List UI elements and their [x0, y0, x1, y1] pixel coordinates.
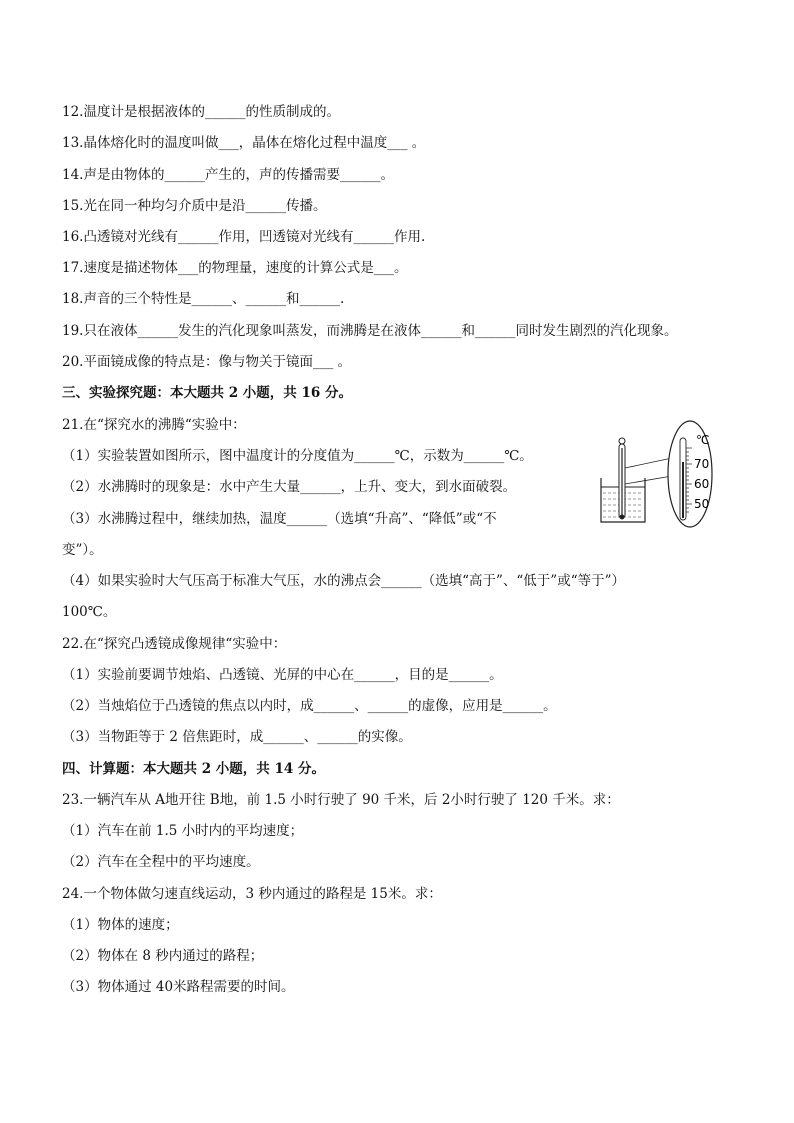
question-24-part-3: （3）物体通过 40米路程需要的时间。 [62, 979, 295, 995]
section-4-heading: 四、计算题：本大题共 2 小题，共 14 分。 [62, 761, 325, 777]
question-17: 17.速度是描述物体___的物理量，速度的计算公式是___。 [62, 260, 408, 276]
question-23-part-2: （2）汽车在全程中的平均速度。 [62, 854, 260, 870]
section-3-heading: 三、实验探究题：本大题共 2 小题，共 16 分。 [62, 385, 352, 401]
question-23-part-1: （1）汽车在前 1.5 小时内的平均速度； [62, 823, 304, 839]
question-21: 21.在“探究水的沸腾“实验中： [62, 417, 246, 433]
question-13: 13.晶体熔化时的温度叫做___，晶体在熔化过程中温度___ 。 [62, 135, 426, 151]
question-20: 20.平面镜成像的特点是：像与物关于镜面___ 。 [62, 354, 352, 370]
question-21-part-3-cont: 变”）。 [62, 542, 103, 558]
question-21-part-1: （1）实验装置如图所示，图中温度计的分度值为______℃，示数为______℃。 [62, 448, 533, 464]
scale-label-70: 70 [694, 457, 710, 471]
question-22-part-2: （2）当烛焰位于凸透镜的焦点以内时，成______、______的虚像，应用是______。 [62, 698, 557, 714]
boiling-water-apparatus-figure [596, 418, 726, 530]
question-22-part-1: （1）实验前要调节烛焰、凸透镜、光屏的中心在______，目的是______。 [62, 667, 503, 683]
question-24-part-2: （2）物体在 8 秒内通过的路程； [62, 948, 264, 964]
question-16: 16.凸透镜对光线有______作用，凹透镜对光线有______作用. [62, 229, 426, 245]
question-24: 24.一个物体做匀速直线运动，3 秒内通过的路程是 15米。求： [62, 886, 442, 902]
question-22-part-3: （3）当物距等于 2 倍焦距时，成______、______的实像。 [62, 729, 412, 745]
question-21-part-4: （4）如果实验时大气压高于标准大气压，水的沸点会______（选填“高于”、“低于”或“等于”） [62, 573, 625, 589]
question-18: 18.声音的三个特性是______、______和______. [62, 291, 345, 307]
question-21-part-3: （3）水沸腾过程中，继续加热，温度______（选填“升高”、“降低”或“不 [62, 511, 497, 527]
question-19: 19.只在液体______发生的汽化现象叫蒸发，而沸腾是在液体______和______同时发生剧烈的汽化现象。 [62, 323, 678, 339]
question-21-part-4-cont: 100℃。 [62, 604, 117, 620]
scale-label-60: 60 [694, 477, 710, 491]
question-14: 14.声是由物体的______产生的，声的传播需要______。 [62, 167, 394, 183]
question-21-part-2: （2）水沸腾时的现象是：水中产生大量______，上升、变大，到水面破裂。 [62, 479, 517, 495]
scale-label-50: 50 [694, 497, 710, 511]
question-22: 22.在“探究凸透镜成像规律“实验中： [62, 636, 287, 652]
question-12: 12.温度计是根据液体的______的性质制成的。 [62, 104, 340, 120]
unit-label: ℃ [696, 433, 710, 447]
question-24-part-1: （1）物体的速度； [62, 917, 179, 933]
thermometer [619, 438, 625, 520]
question-15: 15.光在同一种均匀介质中是沿______传播。 [62, 198, 327, 214]
question-23: 23.一辆汽车从 A地开往 B地，前 1.5 小时行驶了 90 千米，后 2小时行驶了 120 千米。求： [62, 792, 620, 808]
